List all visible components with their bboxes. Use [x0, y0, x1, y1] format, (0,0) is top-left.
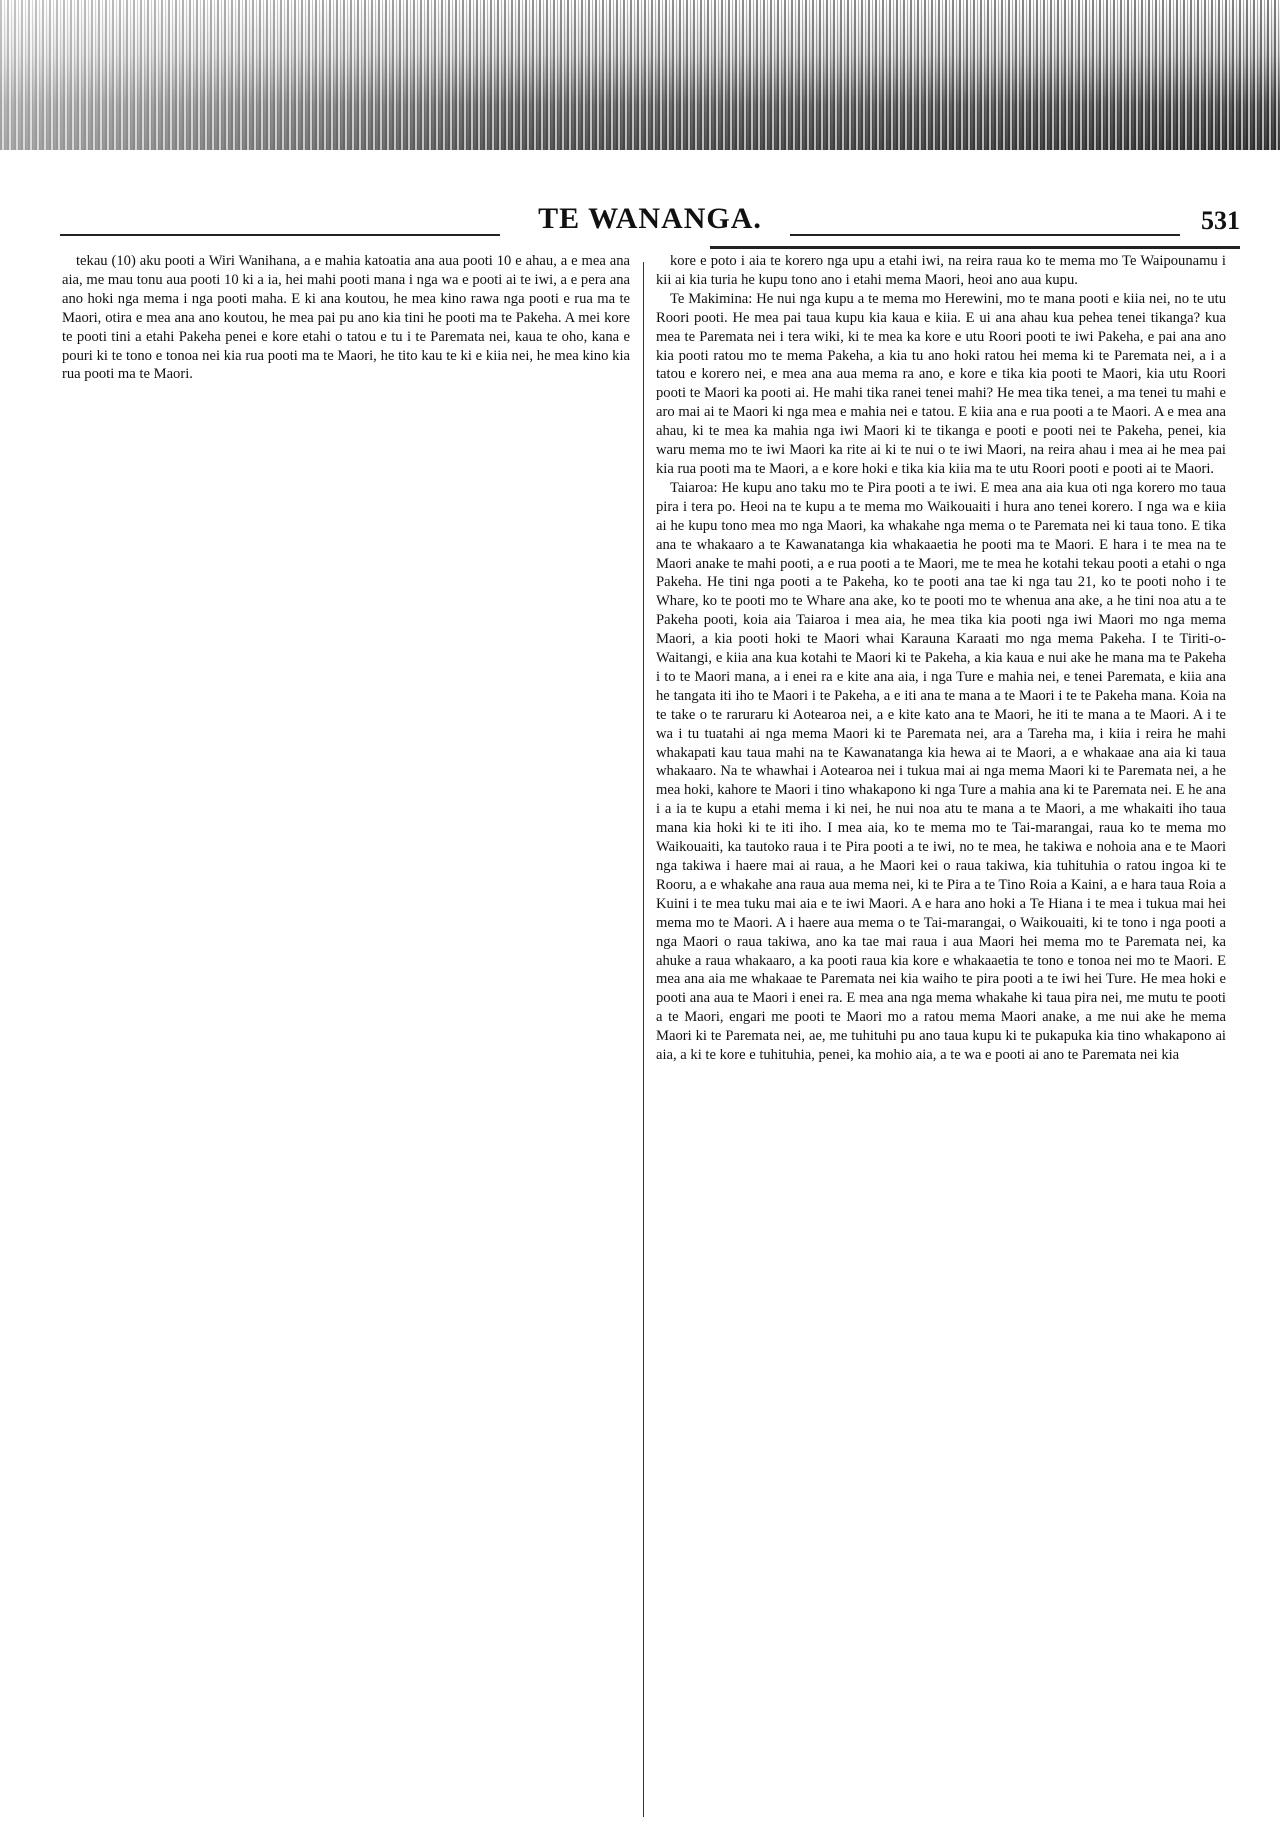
header-underline [710, 246, 1240, 249]
scan-noise-fade [0, 0, 1280, 150]
right-paragraph-1: kore e poto i aia te korero nga upu a etahi iwi, na reira raua ko te mema mo Te Waipounamu i kii ai kia turia he kupu tono ano i etahi mema Maori, heoi ano aua kupu. [656, 253, 1226, 288]
right-paragraph-3: Taiaroa: He kupu ano taku mo te Pira pooti a te iwi. E mea ana aia kua oti nga korero mo taua pira i tera po. Heoi na te kupu a te mema mo Waikouaiti i hura ano tenei korero. I nga wa e kiia ai he kupu tono mea mo nga Maori, ka whakahe nga mema o te Paremata nei ki taua tono. E tika ana te whakaaro a te Kawanatanga kia whakaaetia he pooti ma te Maori. E hara i te mea na te Maori anake te mahi pooti, a e rua pooti a te Maori, me te mea he kotahi tekau pooti a etahi o nga Pakeha. He tini nga pooti a te Pakeha, ko te pooti ana tae ki nga tau 21, ko te pooti noho i te Whare, ko te pooti mo te Whare ana ake, ko te pooti mo te whenua ana ake, a he tini noa atu a te Pakeha pooti, koia aia Taiaroa i mea aia, he mea tika kia pooti nga iwi Maori mo nga mema Maori, a kia pooti hoki te Maori whai Karauna Karaati mo nga mema Pakeha. I te Tiriti-o-Waitangi, e kiia ana kua kotahi te Maori ki te Pakeha, a kia kaua e nui ake he mana ma te Pakeha i to te Maori mana, a i enei ra e kite ana aia, i nga Ture e mahia nei, e tenei Paremata, e kiia ana he tangata iti iho te Maori i te Pakeha, a e iti ana te mana a te Maori i te te Pakeha mana. Koia na te take o te raruraru ki Aotearoa nei, a e kite kato ana te Maori, he iti te mana a te Maori. A i te wa i tu tuatahi ai nga mema Maori ki te Paremata nei, ara a Tareha ma, i kiia i reira he mahi whakapati kau taua mahi na te Kawanatanga kia hewa ai te Maori, a e whakaae ana aia ki taua whakaaro. Na te whawhai i Aotearoa nei i tukua mai ai nga mema Maori ki te Paremata nei, a he mea hoki, kahore te Maori i tino whakapono ki nga Ture a mahia ana ki te Paremata nei. E he ana i a ia te kupu a etahi mema i ki nei, he nui noa atu te mana a te Maori, a me whakaiti iho taua mana kia hoki ki te iti iho. I mea aia, ko te mema mo te Tai-marangai, raua ko te mema mo Waikouaiti, ka tautoko raua i te Pira pooti a te iwi, no te mea, he takiwa e nohoia ana e te Maori nga takiwa i haere mai ai raua, a he Maori kei o raua takiwa, kia tuhituhia o ratou ingoa ki te Rooru, a e whakahe ana raua aua mema nei, ki te Pira a te Tino Roia a Kaini, a e hara taua Roia a Kuini i te mea tuku mai aia e te iwi Maori. A e hara ano hoki a Te Hiana i te mea i tukua mai hei mema mo te Maori. A i haere aua mema o te Tai-marangai, o Waikouaiti, ki te tono i nga pooti a nga Maori o raua takiwa, ano ka tae mai raua i aua Maori hei mema mo te Paremata nei, ka ahuke a raua whakaaro, a ka pooti raua kia kore e whakaaetia te tono e tonoa nei mo te Maori. E mea ana aia me whakaae te Paremata nei kia waiho te pira pooti a te iwi hei Ture. He mea hoki e pooti ana aua te Maori i enei ra. E mea ana nga mema whakahe ki taua pira nei, me mutu te pooti a te Maori, engari me pooti te Maori mo a ratou mema Maori anake, a me nui ake he mema Maori ki te Paremata nei, ae, me tuhituhi pu ano taua kupu ki te pukapuka kia tino whakapono ai aia, a ki te kore e tuhituhia, penei, ka mohio aia, a te wa e pooti ai ano te Paremata nei kia [656, 479, 1226, 1064]
right-paragraph-2: Te Makimina: He nui nga kupu a te mema mo Herewini, mo te mana pooti e kiia nei, no te utu Roori pooti. He mea pai taua kupu kia kaua e kiia. E ui ana ahau kua pehea tenei tikanga? kua mea te Paremata nei i tera wiki, ki te mea ka kore e utu Roori pooti te iwi Pakeha, e pai ana ano kia pooti ratou mo te mema Pakeha, a kia tu ano hoki ratou hei mema ki te Paremata nei, a i a tatou e korero nei, e mea ana aua mema ra ano, e kore e tika kia pooti te Maori, kia utu Roori pooti te Maori ka pooti ai. He mahi tika ranei tenei mahi? He mea tika tenei, a ma tenei tu mahi e aro mai ai te Maori ki nga mea e mahia nei e tatou. E kiia ana e rua pooti a te Maori. A e mea ana ahau, ki te mea ka mahia nga iwi Maori ki te tikanga e pooti e pooti nei te Pakeha, penei, kia waru mema mo te iwi Maori ka rite ai ki te nui o te iwi Maori, na reira ahau i mea ai he mea pai kia rua pooti ma te Maori, a e kore hoki e tika kia kiia ma te utu Roori pooti e pooti ai te Maori. [656, 290, 1226, 477]
page-title: TE WANANGA. [538, 202, 762, 235]
right-column [656, 252, 1226, 1822]
page-header [60, 200, 1240, 250]
page-number: 531 [1201, 206, 1240, 235]
left-paragraph-1: tekau (10) aku pooti a Wiri Wanihana, a e mahia katoatia ana aua pooti 10 e ahau, a e mea ana aia, me mau tonu aua pooti 10 ki a ia, hei mahi pooti mana i nga wa e pooti ai te iwi, a e pera ana ano hoki nga mema i nga pooti maha. E ki ana koutou, he mea kino rawa nga pooti e rua ma te Maori, otira e mea ana ano koutou, he mea pai pu ano kia tini he pooti ma te Pakeha. A mei kore te pooti tini a etahi Pakeha penei e kore etahi o tatou e tu i te Paremata nei, kaua te oho, kana e pouri ki te tono e tonoa nei kia rua pooti ma te Maori, he tito kau te ki e kiia nei, he mea kino kia rua pooti ma te Maori. [62, 253, 630, 383]
header-rule-right [790, 234, 1180, 236]
left-column [62, 252, 630, 1822]
header-rule-left [60, 234, 500, 236]
column-divider [643, 262, 644, 1817]
